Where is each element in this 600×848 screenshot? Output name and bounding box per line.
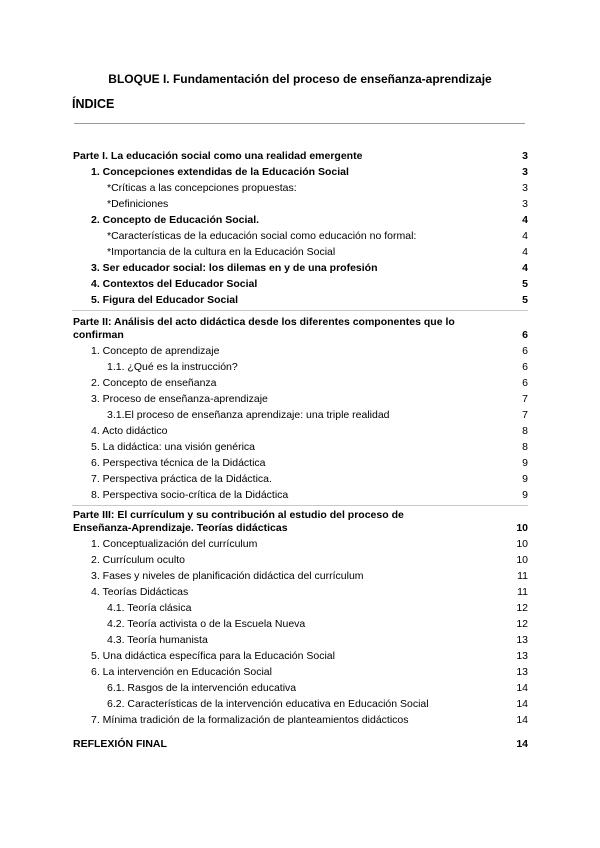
toc-entry-page: 3 (522, 182, 528, 194)
toc-entry-title: *Críticas a las concepciones propuestas: (107, 182, 297, 194)
toc-entry-page: 10 (516, 554, 528, 566)
toc-entry-page: 6 (522, 361, 528, 373)
toc-entry-title: 3.1.El proceso de enseñanza aprendizaje: una triple realidad (107, 409, 390, 421)
toc-entry-title: 4. Teorías Didácticas (91, 586, 189, 598)
toc-entry-page: 9 (522, 489, 528, 501)
toc-entry-title: 3. Ser educador social: los dilemas en y de una profesión (91, 262, 378, 274)
toc-entry-title: Enseñanza-Aprendizaje. Teorías didácticas (73, 522, 288, 534)
toc-entry-title: Parte III: El currículum y su contribución al estudio del proceso de (73, 509, 404, 521)
toc-entry-page: 14 (516, 682, 528, 694)
toc-entry-title: 6.1. Rasgos de la intervención educativa (107, 682, 297, 694)
toc-entry-title: Parte II: Análisis del acto didáctica desde los diferentes componentes que lo (73, 316, 455, 328)
toc-entry-page: 3 (522, 150, 528, 162)
toc-entry-title: 4.3. Teoría humanista (107, 634, 208, 646)
toc-entry-title: Parte I. La educación social como una realidad emergente (73, 150, 363, 162)
toc-entry-title: 1. Conceptualización del currículum (91, 538, 258, 550)
toc-entry-title: 4.1. Teoría clásica (107, 602, 192, 614)
toc-entry-page: 9 (522, 457, 528, 469)
toc-entry-title: *Importancia de la cultura en la Educación Social (107, 246, 336, 258)
block-title: BLOQUE I. Fundamentación del proceso de enseñanza-aprendizaje (108, 72, 492, 86)
section-divider (72, 505, 528, 506)
toc-entry-page: 12 (516, 618, 528, 630)
toc-entry-title: 5. La didáctica: una visión genérica (91, 441, 256, 453)
toc-entry-page: 11 (517, 586, 528, 598)
toc-entry-title: 7. Mínima tradición de la formalización de planteamientos didácticos (91, 714, 409, 726)
toc-entry-page: 7 (522, 393, 528, 405)
toc-entry-page: 14 (516, 738, 528, 750)
toc-entry-title: 5. Figura del Educador Social (91, 294, 239, 306)
toc-entry-page: 12 (516, 602, 528, 614)
toc-entry-page: 11 (517, 570, 528, 582)
heading-divider (74, 123, 525, 124)
toc-entry-title: 2. Currículum oculto (91, 554, 185, 566)
toc-entry-title: 4.2. Teoría activista o de la Escuela Nueva (107, 618, 306, 630)
toc-entry-page: 4 (522, 262, 528, 274)
toc-entry-page: 4 (522, 230, 528, 242)
toc-entry-page: 8 (522, 441, 528, 453)
toc-entry-page: 14 (516, 698, 528, 710)
toc-entry-page: 9 (522, 473, 528, 485)
toc-entry-page: 3 (522, 166, 528, 178)
toc-entry-title: 8. Perspectiva socio-crítica de la Didáctica (91, 489, 289, 501)
toc-entry-title: 6. La intervención en Educación Social (91, 666, 272, 678)
toc-entry-page: 6 (522, 345, 528, 357)
section-divider (72, 310, 528, 311)
toc-entry-page: 6 (522, 377, 528, 389)
toc-entry-title: *Características de la educación social como educación no formal: (107, 230, 417, 242)
toc-entry-title: 1. Concepto de aprendizaje (91, 345, 220, 357)
toc-entry-page: 4 (522, 246, 528, 258)
toc-entry-page: 5 (522, 278, 528, 290)
toc-entry-page: 14 (516, 714, 528, 726)
toc-entry-page: 10 (516, 522, 528, 534)
toc-entry-title: REFLEXIÓN FINAL (73, 738, 167, 750)
toc-entry-title: 5. Una didáctica específica para la Educación Social (91, 650, 335, 662)
toc-entry-title: 3. Fases y niveles de planificación didáctica del currículum (91, 570, 364, 582)
toc-entry-title: 6.2. Características de la intervención educativa en Educación Social (107, 698, 429, 710)
toc-entry-title: 7. Perspectiva práctica de la Didáctica. (91, 473, 272, 485)
toc-entry-page: 8 (522, 425, 528, 437)
toc-entry-title: 2. Concepto de Educación Social. (91, 214, 260, 226)
index-heading: ÍNDICE (72, 97, 115, 111)
toc-entry-page: 5 (522, 294, 528, 306)
toc-entry-page: 13 (516, 634, 528, 646)
toc-entry-page: 4 (522, 214, 528, 226)
toc-entry-page: 10 (516, 538, 528, 550)
toc-entry-page: 7 (522, 409, 528, 421)
toc-entry-title: 4. Contextos del Educador Social (91, 278, 258, 290)
toc-entry-title: *Definiciones (107, 198, 169, 210)
toc-entry-page: 13 (516, 666, 528, 678)
toc-entry-title: 1.1. ¿Qué es la instrucción? (107, 361, 238, 373)
toc-entry-page: 3 (522, 198, 528, 210)
toc-entry-title: confirman (73, 329, 124, 341)
toc-entry-page: 6 (522, 329, 528, 341)
toc-entry-title: 4. Acto didáctico (91, 425, 168, 437)
toc-entry-title: 1. Concepciones extendidas de la Educación Social (91, 166, 349, 178)
toc-entry-page: 13 (516, 650, 528, 662)
toc-entry-title: 6. Perspectiva técnica de la Didáctica (91, 457, 266, 469)
toc-entry-title: 2. Concepto de enseñanza (91, 377, 217, 389)
toc-entry-title: 3. Proceso de enseñanza-aprendizaje (91, 393, 268, 405)
